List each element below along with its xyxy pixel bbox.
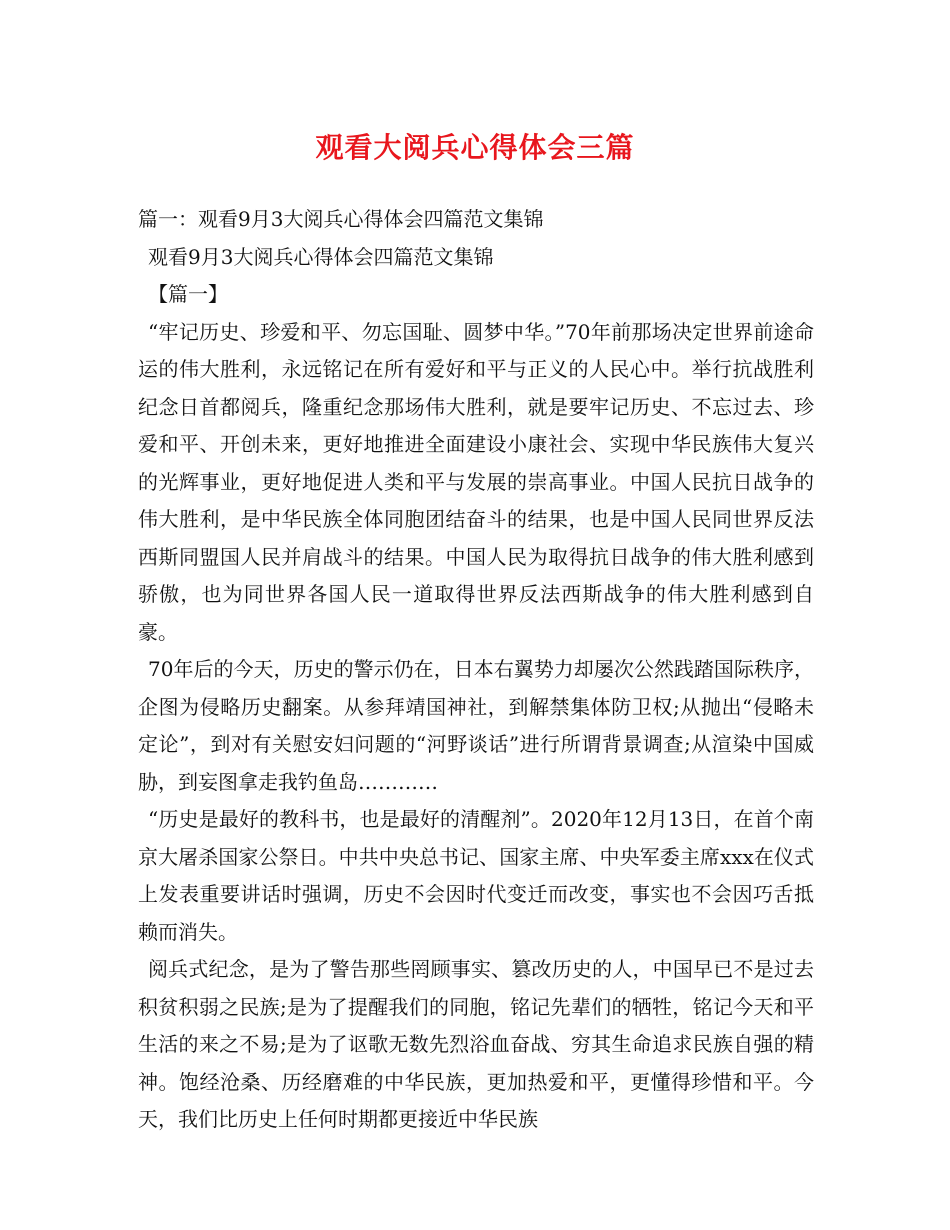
paragraph: “历史是最好的教科书，也是最好的清醒剂”。2020年12月13日，在首个南京大屠杀国家公祭日。中共中央总书记、国家主席、中央军委主席xxx在仪式上发表重要讲话时强调，历史不会因时代变迁而改变，事实也不会因巧舌抵赖而消失。 [138, 807, 814, 944]
paragraph: “牢记历史、珍爱和平、勿忘国耻、圆梦中华。”70年前那场决定世界前途命运的伟大胜利，永远铭记在所有爱好和平与正义的人民心中。举行抗战胜利纪念日首都阅兵，隆重纪念那场伟大胜利，就是要牢记历史、不忘过去、珍爱和平、开创未来，更好地推进全面建设小康社会、实现中华民族伟大复兴的光辉事业，更好地促进人类和平与发展的崇高事业。中国人民抗日战争的伟大胜利，是中华民族全体同胞团结奋斗的结果，也是中国人民同世界反法西斯同盟国人民并肩战斗的结果。中国人民为取得抗日战争的伟大胜利感到骄傲，也为同世界各国人民一道取得世界反法西斯战争的伟大胜利感到自豪。 [138, 319, 814, 644]
paragraph: 70年后的今天，历史的警示仍在，日本右翼势力却屡次公然践踏国际秩序，企图为侵略历史翻案。从参拜靖国神社，到解禁集体防卫权;从抛出“侵略未定论”，到对有关慰安妇问题的“河野谈话”进行所谓背景调查;从渲染中国威胁，到妄图拿走我钓鱼岛………… [138, 657, 814, 794]
document-body [138, 201, 814, 1139]
heading-line-2: 观看9月3大阅兵心得体会四篇范文集锦 [148, 244, 494, 269]
section-label: 【篇一】 [148, 282, 228, 306]
document-title: 观看大阅兵心得体会三篇 [315, 131, 635, 164]
heading-line-1: 篇一：观看9月3大阅兵心得体会四篇范文集锦 [138, 207, 544, 231]
paragraph: 阅兵式纪念，是为了警告那些罔顾事实、篡改历史的人，中国早已不是过去积贫积弱之民族;是为了提醒我们的同胞，铭记先辈们的牺牲，铭记今天和平生活的来之不易;是为了讴歌无数先烈浴血奋战、穷其生命追求民族自强的精神。饱经沧桑、历经磨难的中华民族，更加热爱和平，更懂得珍惜和平。今天，我们比历史上任何时期都更接近中华民族 [138, 957, 814, 1131]
